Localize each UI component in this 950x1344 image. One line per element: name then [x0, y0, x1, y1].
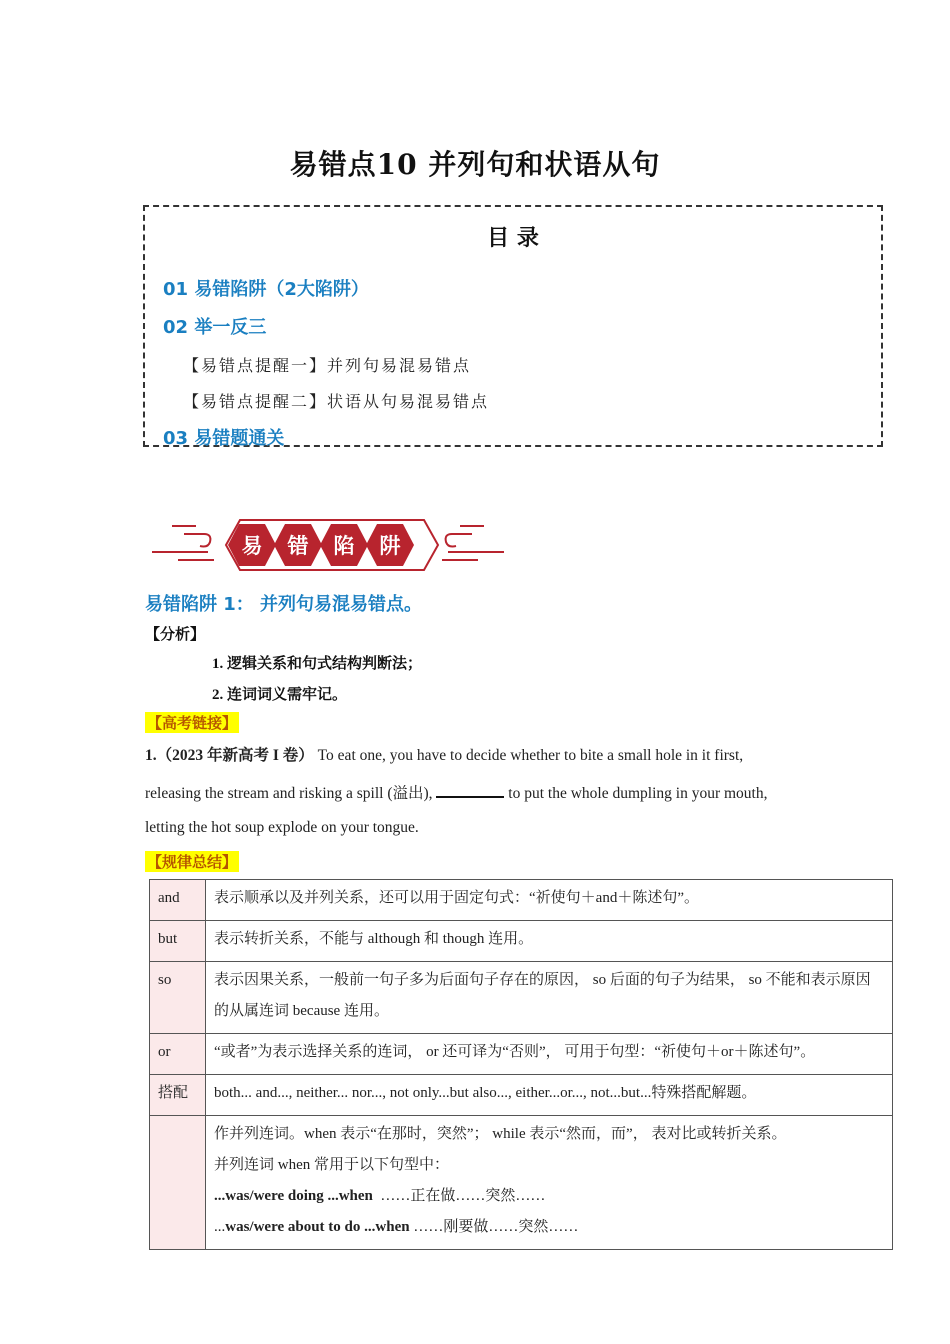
when-line-2: 并列连词 when 常用于以下句型中： — [214, 1157, 449, 1173]
banner-char-1: 易 — [241, 534, 263, 558]
question-source: （2023 年新高考 I 卷） — [156, 747, 314, 764]
rule-key-or: or — [150, 1034, 206, 1075]
analysis-point-2: 2. 连词词义需牢记。 — [212, 687, 348, 703]
analysis-point-1: 1. 逻辑关系和句式结构判断法； — [212, 656, 423, 672]
question-text-2a: releasing the stream and risking a spill (溢出), — [145, 785, 433, 802]
when-pattern-1 — [214, 1181, 884, 1212]
question-line-1 — [145, 743, 835, 765]
toc-section-practice[interactable]: 03 易错题通关 — [163, 428, 285, 449]
banner-char-2: 错 — [287, 534, 309, 558]
question-line-3: letting the hot soup explode on your tongue. — [145, 819, 419, 836]
toc-subitem-coordinate[interactable]: 【易错点提醒一】并列句易混易错点 — [183, 358, 472, 375]
rule-desc-collocation: both... and..., neither... nor..., not only...but also..., either...or..., not...but...特殊搭配解题。 — [206, 1075, 893, 1116]
table-row — [150, 1075, 893, 1116]
rule-desc-or: “或者”为表示选择关系的连词， or 还可译为“否则”， 可用于句型：“祈使句＋or＋陈述句”。 — [206, 1034, 893, 1075]
when-line-1: 作并列连词。when 表示“在那时，突然”； while 表示“然而，而”， 表对比或转折关系。 — [214, 1126, 787, 1142]
toc-subitem-adverbial[interactable]: 【易错点提醒二】状语从句易混易错点 — [183, 394, 490, 411]
answer-blank[interactable] — [436, 784, 504, 798]
rules-table — [149, 879, 893, 1250]
table-row — [150, 921, 893, 962]
rule-desc-when — [206, 1116, 893, 1250]
table-of-contents — [143, 205, 883, 447]
when-pattern-2-form: was/were about to do ...when — [225, 1219, 410, 1235]
when-pattern-1-form: ...was/were doing ...when — [214, 1188, 373, 1204]
question-number: 1. — [145, 747, 157, 764]
when-pattern-2-meaning: ……刚要做……突然…… — [413, 1219, 579, 1235]
rule-key-when — [150, 1116, 206, 1250]
rule-desc-but: 表示转折关系，不能与 although 和 though 连用。 — [206, 921, 893, 962]
toc-section-examples[interactable]: 02 举一反三 — [163, 317, 267, 338]
banner-char-4: 阱 — [379, 534, 401, 558]
trap-1-heading: 易错陷阱 1： 并列句易混易错点。 — [145, 594, 423, 615]
exam-link-label: 【高考链接】 — [145, 712, 239, 733]
banner-char-3: 陷 — [333, 534, 355, 558]
table-row — [150, 1116, 893, 1250]
when-pattern-1-meaning: ……正在做……突然…… — [380, 1188, 546, 1204]
rule-key-collocation: 搭配 — [150, 1075, 206, 1116]
question-text-1: To eat one, you have to decide whether to bite a small hole in it first, — [317, 747, 744, 764]
analysis-label: 【分析】 — [145, 627, 206, 643]
rule-key-and: and — [150, 880, 206, 921]
table-row — [150, 1034, 893, 1075]
rule-key-so: so — [150, 962, 206, 1034]
toc-heading: 目 录 — [487, 226, 539, 251]
trap-banner — [148, 512, 508, 578]
when-pattern-2-lead: ... — [214, 1219, 226, 1235]
when-pattern-2 — [214, 1212, 884, 1243]
table-row — [150, 962, 893, 1034]
rule-desc-so: 表示因果关系，一般前一句子多为后面句子存在的原因， so 后面的句子为结果， so 不能和表示原因的从属连词 because 连用。 — [206, 962, 893, 1034]
page-title: 易错点10 并列句和状语从句 — [289, 148, 661, 181]
question-text-2b: to put the whole dumpling in your mouth, — [508, 785, 768, 802]
question-line-2 — [145, 781, 835, 803]
table-row — [150, 880, 893, 921]
summary-label: 【规律总结】 — [145, 851, 239, 872]
rule-key-but: but — [150, 921, 206, 962]
rule-desc-and: 表示顺承以及并列关系，还可以用于固定句式：“祈使句＋and＋陈述句”。 — [206, 880, 893, 921]
toc-section-traps[interactable]: 01 易错陷阱（2大陷阱） — [163, 279, 369, 300]
